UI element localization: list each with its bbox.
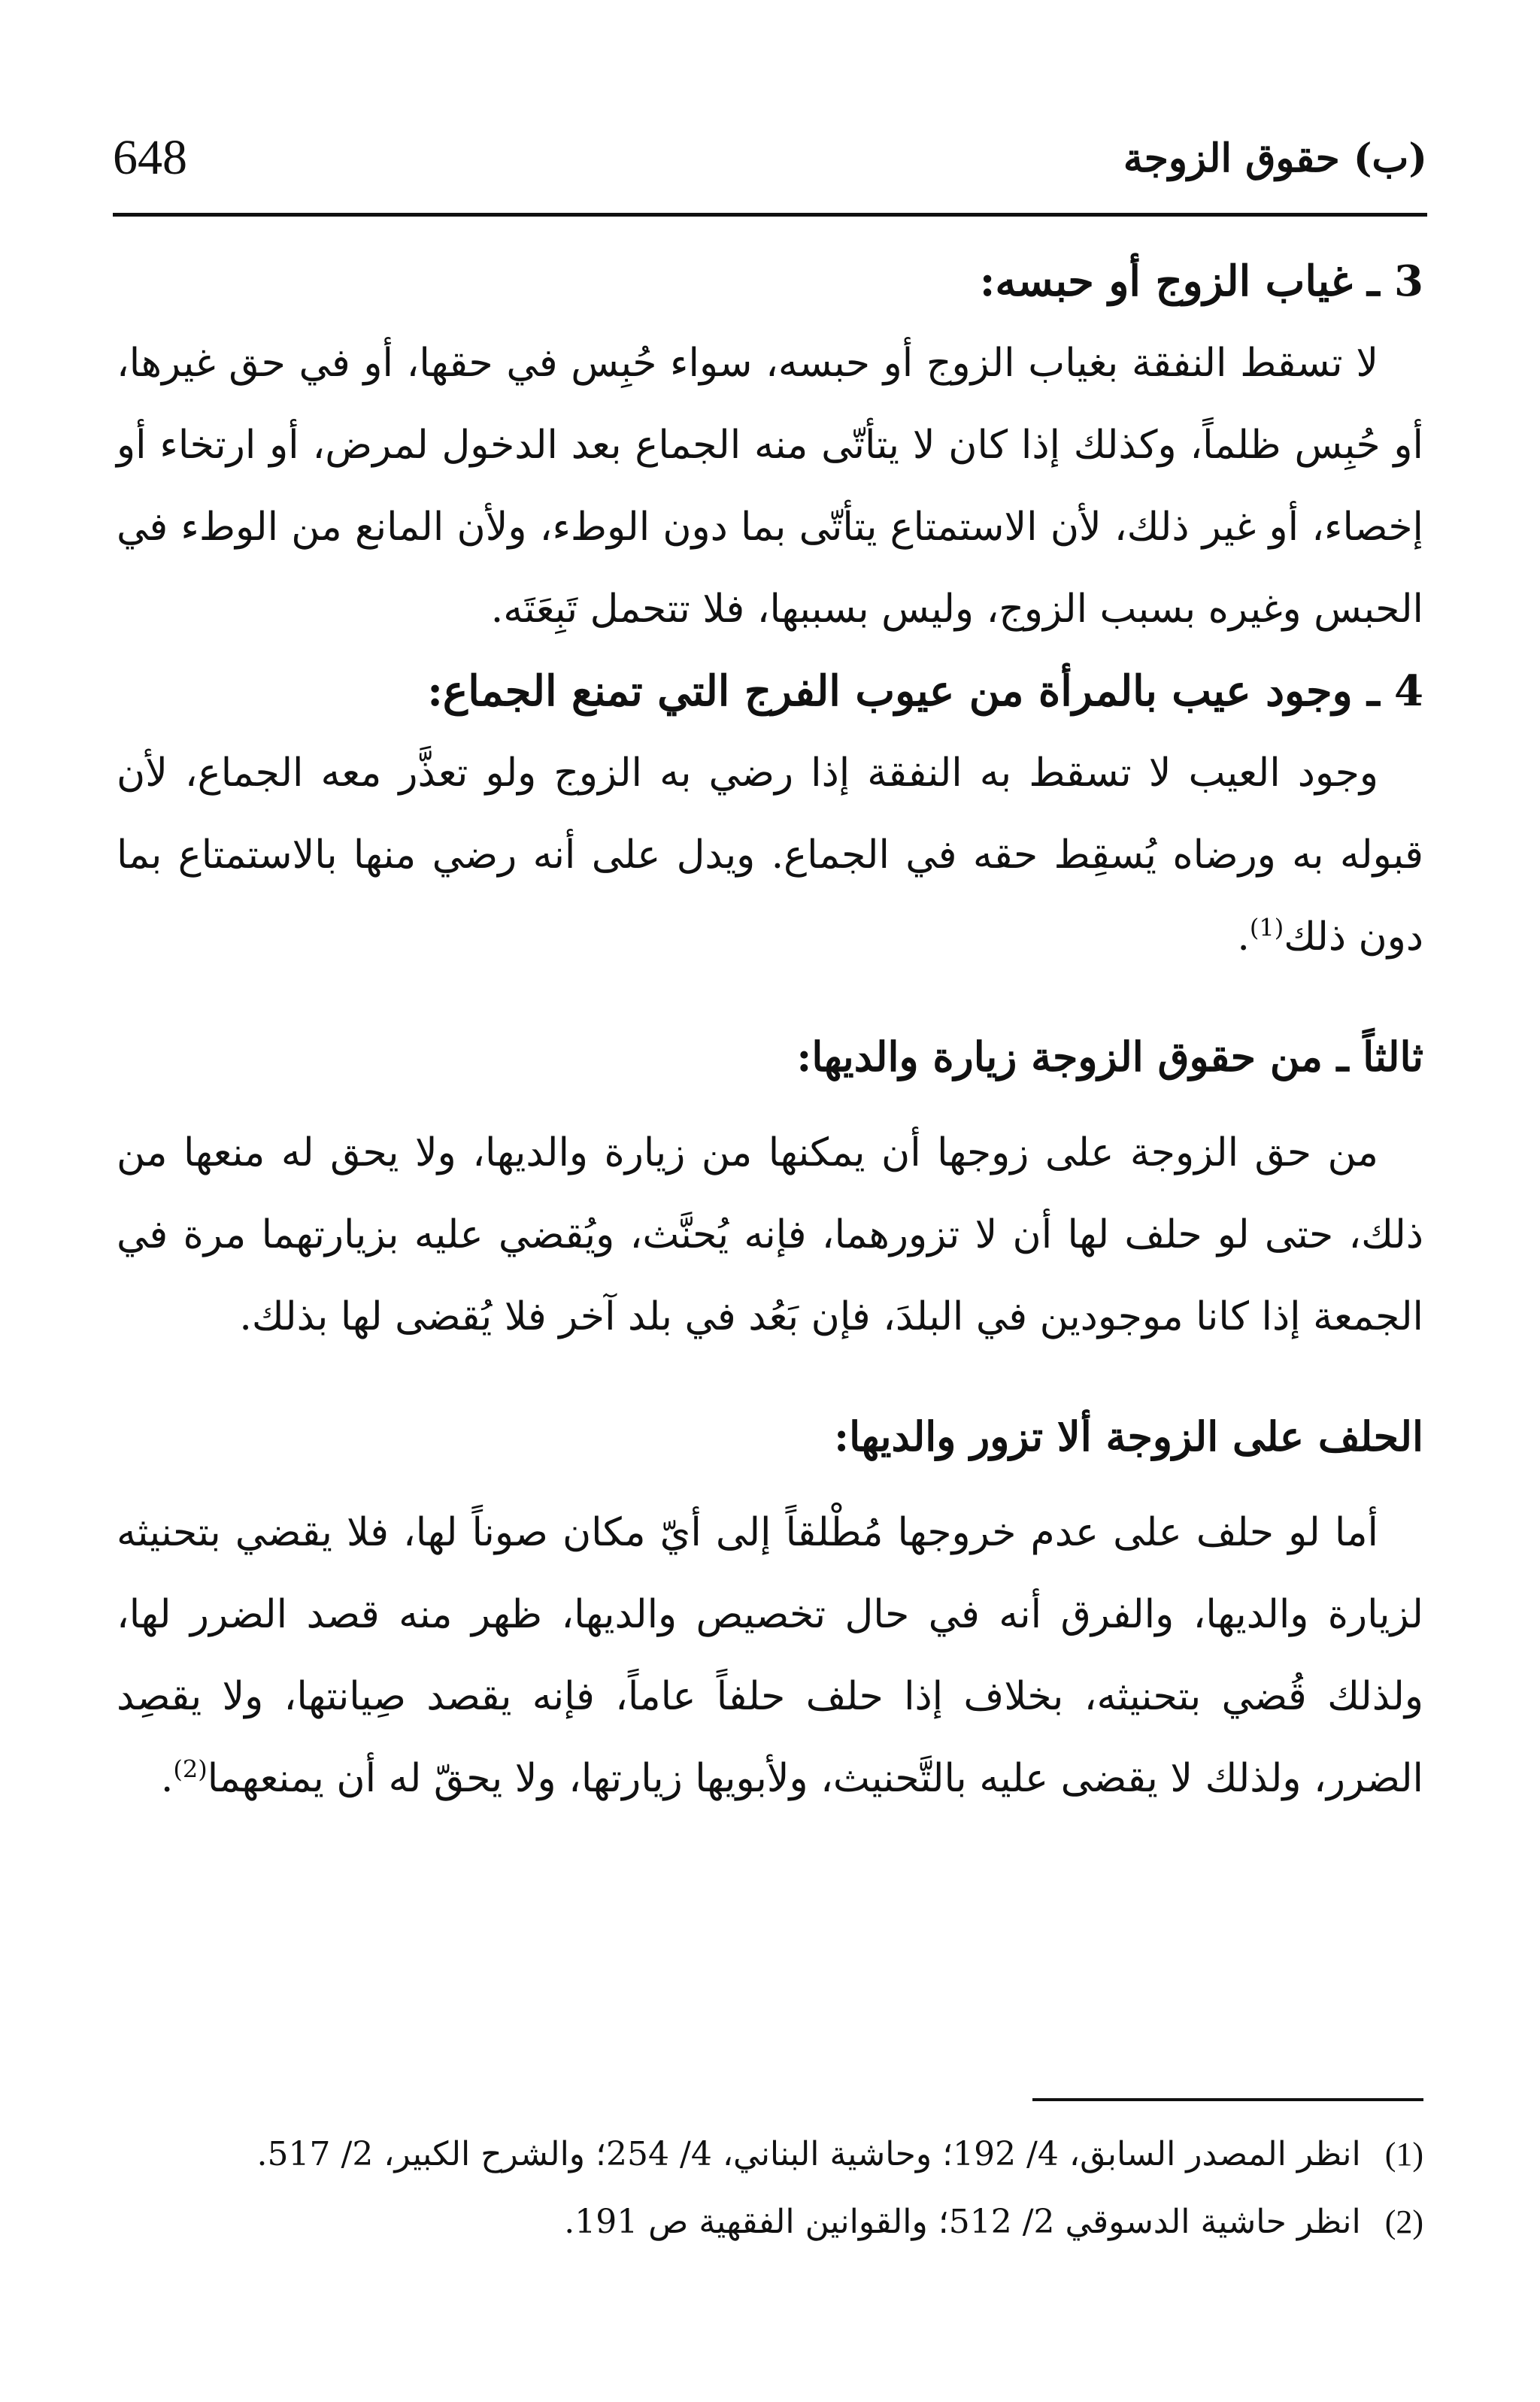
page-header [113,113,1427,203]
running-title: (ب) حقوق الزوجة [1123,135,1427,181]
main-text [117,241,1423,1820]
page-number: 648 [113,130,187,185]
footnote [117,2188,1423,2256]
item-heading: 4 ـ وجود عيب بالمرأة من عيوب الفرج التي تمنع الجماع: [427,666,1423,716]
section-heading: ثالثاً ـ من حقوق الزوجة زيارة والديها: [796,1033,1423,1081]
footnote-ref[interactable]: (2) [173,1754,208,1784]
footnote-text: انظر المصدر السابق، 4/ 192؛ وحاشية البناني، 4/ 254؛ والشرح الكبير، 2/ 517. [256,2135,1361,2173]
footnotes [117,2121,1423,2256]
section-paragraph: من حق الزوجة على زوجها أن يمكنها من زيارة والديها، ولا يحق له منعها من ذلك، حتى لو حلف لها أن لا تزورهما، فإنه يُحنَّث، ويُقضي عليه بزيارتهما مرة في الجمعة إذا كانا موجودين في البلدَ، فإن بَعُد في بلد آخر فلا يُقضى لها بذلك. [117,1130,1423,1339]
footnote-separator [1032,2098,1423,2101]
footnote-text: انظر حاشية الدسوقي 2/ 512؛ والقوانين الفقهية ص 191. [564,2203,1361,2241]
footnote [117,2121,1423,2188]
item-heading: 3 ـ غياب الزوج أو حبسه: [979,256,1423,306]
item-paragraph: وجود العيب لا تسقط به النفقة إذا رضي به الزوج ولو تعذَّر معه الجماع، لأن قبوله به ورضاه يُسقِط حقه في الجماع. ويدل على أنه رضي منها بالاستمتاع بما دون ذلك$^{(1)}$. [117,751,1423,960]
section-heading: الحلف على الزوجة ألا تزور والديها: [834,1412,1423,1460]
section-paragraph: أما لو حلف على عدم خروجها مُطْلقاً إلى أيّ مكان صوناً لها، فلا يقضي بتحنيثه لزيارة والديها، والفرق أنه في حال تخصيص والديها، ظهر منه قصد الضرر لها، ولذلك قُضي بتحنيثه، بخلاف إذا حلف حلفاً عاماً، فإنه يقصد صِيانتها، ولا يقصِد الضرر، ولذلك لا يقضى عليه بالتَّحنيث، ولأبويها زيارتها، ولا يحقّ له أن يمنعهما$^{(2)}$. [117,1510,1423,1801]
header-rule [113,213,1427,217]
footnote-number: (1) [1384,2136,1423,2173]
footnote-ref[interactable]: (1) [1249,913,1284,942]
item-paragraph: لا تسقط النفقة بغياب الزوج أو حبسه، سواء حُبِس في حقها، أو في حق غيرها، أو حُبِس ظلماً، وكذلك إذا كان لا يتأتّى منه الجماع بعد الدخول لمرض، أو ارتخاء أو إخصاء، أو غير ذلك، لأن الاستمتاع يتأتّى بما دون الوطء، ولأن المانع من الوطء في الحبس وغيره بسبب الزوج، وليس بسببها، فلا تتحمل تَبِعَتَه. [117,341,1423,632]
footnote-number: (2) [1384,2203,1423,2240]
